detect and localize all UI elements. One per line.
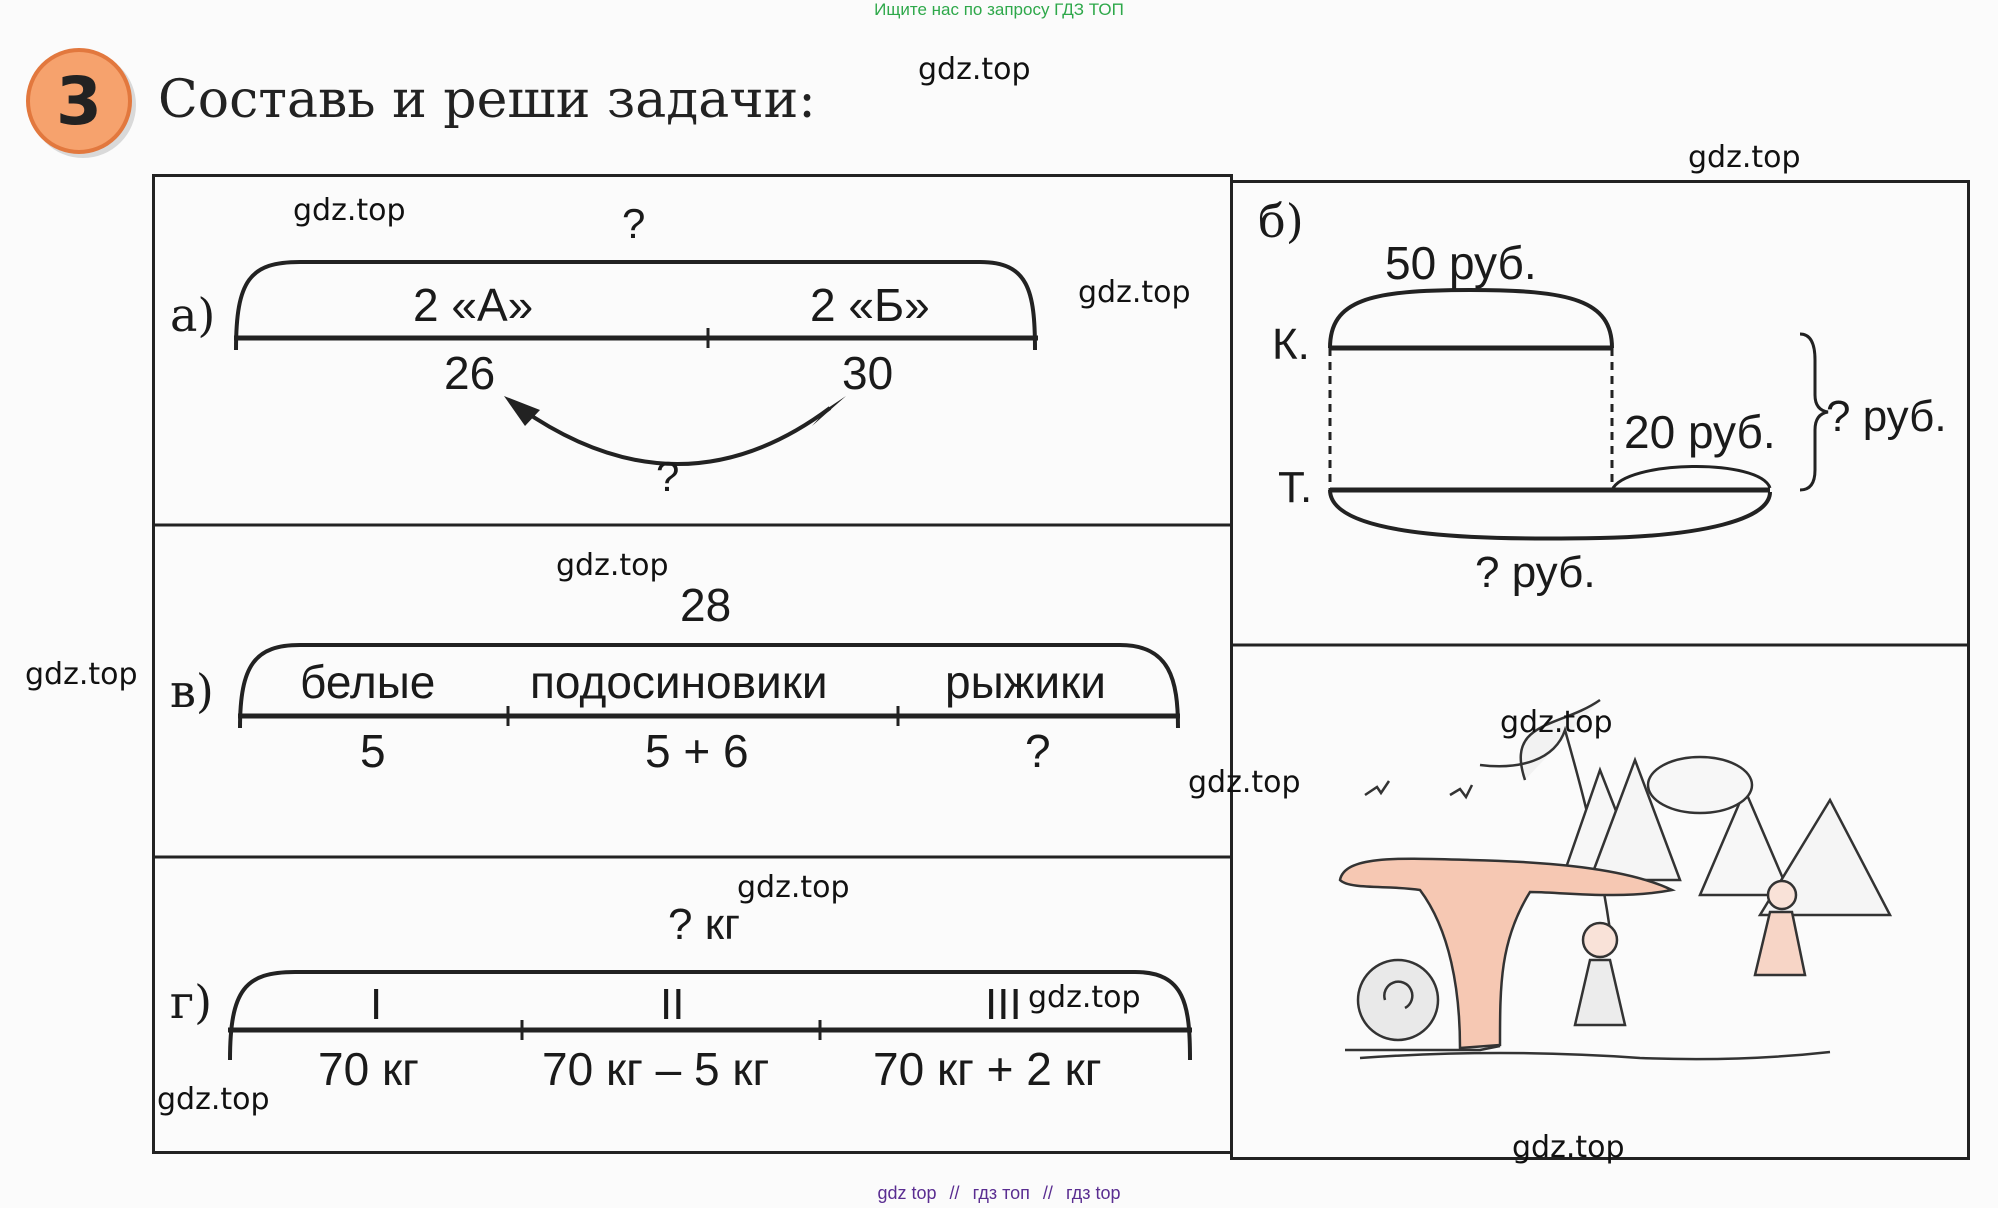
bird-2 xyxy=(1450,785,1472,797)
task-g-seg3-value: 70 кг + 2 кг xyxy=(873,1043,1102,1095)
exercise-number-badge: 3 xyxy=(26,48,132,154)
task-v-total: 28 xyxy=(680,579,732,631)
task-g-seg3-label: III xyxy=(985,980,1022,1029)
task-b-top-arc xyxy=(1330,290,1612,348)
exercise-title: Составь и реши задачи: xyxy=(158,70,816,130)
task-g-total: ? кг xyxy=(668,900,740,949)
task-v-seg3-value: ? xyxy=(1025,725,1051,777)
watermark-1: gdz.top xyxy=(918,52,1031,87)
gnome-1-body xyxy=(1575,960,1625,1025)
task-a-difference: ? xyxy=(656,453,680,500)
task-v-seg3-label: рыжики xyxy=(945,656,1106,708)
task-a-seg2-value: 30 xyxy=(842,347,894,399)
task-v-seg1-value: 5 xyxy=(360,725,386,777)
task-b-bottom-arc xyxy=(1330,490,1770,539)
task-a-seg1-value: 26 xyxy=(444,347,496,399)
task-b-bottom-amount: ? руб. xyxy=(1475,548,1596,597)
bird-1 xyxy=(1365,781,1389,795)
task-a-arrowhead-left xyxy=(504,396,540,426)
footer-link-1[interactable]: gdz top xyxy=(877,1183,937,1203)
watermark-4: gdz.top xyxy=(1078,275,1191,310)
task-a-letter: а) xyxy=(170,288,216,342)
watermark-10: gdz.top xyxy=(1028,980,1141,1015)
watermark-11: gdz.top xyxy=(157,1082,270,1117)
watermark-3: gdz.top xyxy=(293,193,406,228)
task-b-curly-brace xyxy=(1800,334,1828,490)
footer-separator-2: // xyxy=(1042,1183,1053,1203)
task-g-letter: г) xyxy=(170,975,213,1029)
watermark-9: gdz.top xyxy=(737,870,850,905)
footer-link-3[interactable]: гдз top xyxy=(1065,1183,1121,1203)
task-v-seg2-label: подосиновики xyxy=(530,656,828,708)
footer-link-2[interactable]: гдз топ xyxy=(972,1183,1030,1203)
watermark-7: gdz.top xyxy=(1500,705,1613,740)
task-b-sum: ? руб. xyxy=(1826,392,1947,441)
footer-separator-1: // xyxy=(949,1183,960,1203)
task-a-seg2-label: 2 «Б» xyxy=(810,279,930,331)
task-g-seg2-label: II xyxy=(660,980,685,1029)
task-b-row-k-label: К. xyxy=(1272,320,1310,369)
task-b-letter: б) xyxy=(1258,194,1304,248)
task-b-row-t-label: Т. xyxy=(1278,463,1313,512)
watermark-8: gdz.top xyxy=(1188,765,1301,800)
watermark-12: gdz.top xyxy=(1512,1130,1625,1165)
mushroom-forest-illustration xyxy=(1340,700,1890,1059)
task-b-extra-amount: 20 руб. xyxy=(1624,406,1776,458)
task-v-seg2-value: 5 + 6 xyxy=(645,725,749,777)
footer-links xyxy=(0,1183,1998,1204)
task-a-total: ? xyxy=(622,200,646,247)
cloud-shape xyxy=(1648,757,1752,813)
task-b-top-amount: 50 руб. xyxy=(1385,237,1537,289)
task-g-seg1-label: I xyxy=(370,980,383,1029)
task-v-seg1-label: белые xyxy=(300,656,436,708)
snail-shell xyxy=(1358,960,1438,1040)
gnome-2-head xyxy=(1768,881,1796,909)
gnome-1-head xyxy=(1583,923,1617,957)
task-g-seg2-value: 70 кг – 5 кг xyxy=(542,1043,770,1095)
task-g-seg1-value: 70 кг xyxy=(318,1043,419,1095)
task-a-seg1-label: 2 «А» xyxy=(413,279,534,331)
watermark-5: gdz.top xyxy=(556,548,669,583)
task-v-letter: в) xyxy=(170,664,214,718)
gnome-2-body xyxy=(1755,912,1805,975)
watermark-2: gdz.top xyxy=(1688,140,1801,175)
task-b-extra-arc xyxy=(1612,466,1770,490)
top-banner-link[interactable]: Ищите нас по запросу ГДЗ ТОП xyxy=(874,0,1124,19)
watermark-6: gdz.top xyxy=(25,657,138,692)
task-a-arrowhead-right xyxy=(812,396,846,426)
